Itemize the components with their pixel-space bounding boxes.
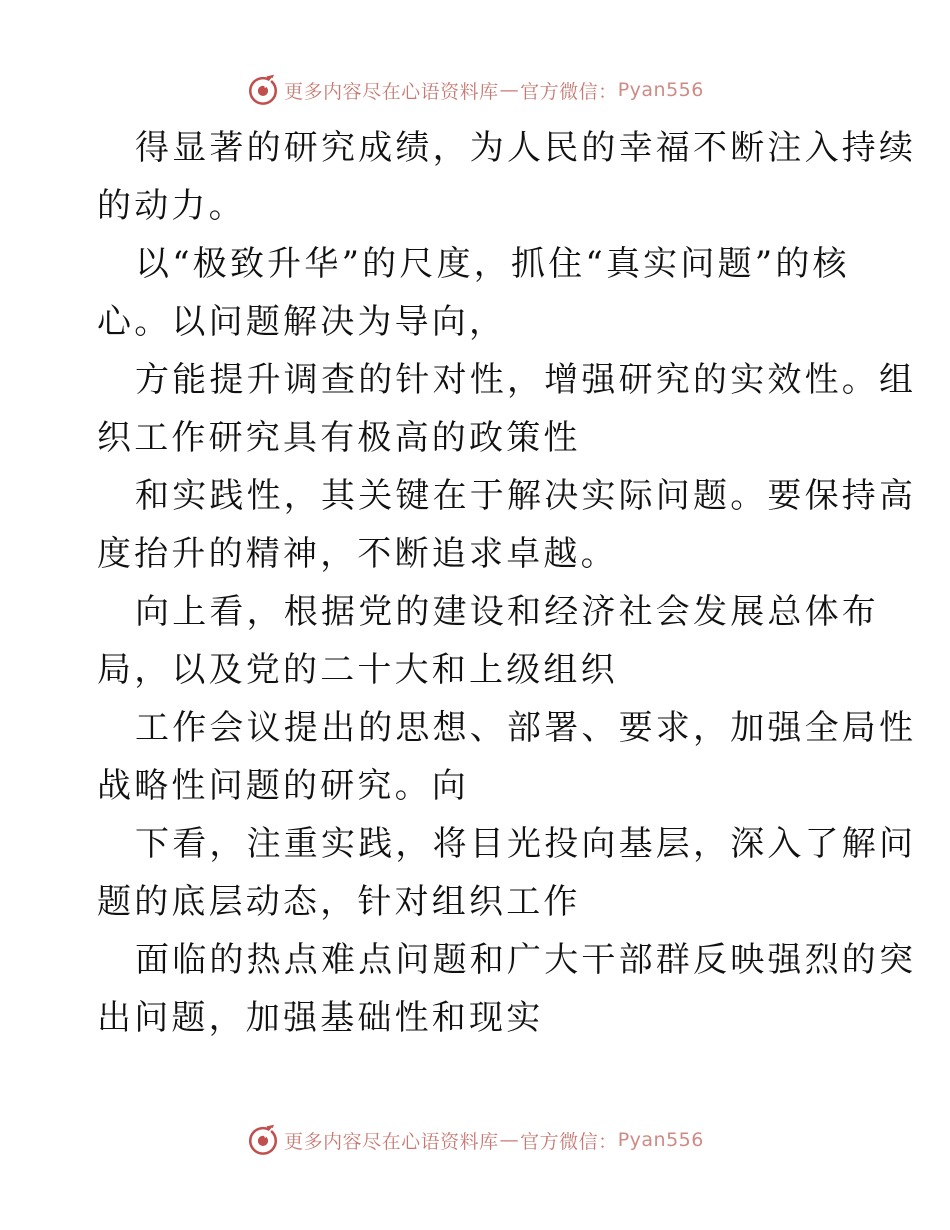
paragraph-2 (97, 235, 857, 351)
paragraph-line: 题的底层动态，针对组织工作 (97, 882, 581, 922)
watermark-id: Pyan556 (617, 79, 704, 101)
paragraph-line: 以“极致升华”的尺度，抓住“真实问题”的核 (135, 244, 850, 284)
paragraph-line: 度抬升的精神，不断追求卓越。 (97, 534, 618, 574)
paragraph-line: 局，以及党的二十大和上级组织 (97, 650, 618, 690)
quill-logo-icon (246, 1123, 280, 1157)
footer-watermark (0, 1120, 950, 1160)
paragraph-line: 下看，注重实践，将目光投向基层，深入了解问 (135, 824, 917, 864)
paragraph-line: 和实践性，其关键在于解决实际问题。要保持高 (135, 476, 917, 516)
watermark-label: 官方微信： (520, 80, 618, 103)
watermark-separator: — (499, 79, 520, 101)
paragraph-1 (97, 119, 917, 235)
watermark-text: 更多内容尽在心语资料库 (284, 1130, 499, 1153)
paragraph-line: 方能提升调查的针对性，增强研究的实效性。组 (135, 360, 917, 400)
watermark-label: 官方微信： (520, 1130, 618, 1153)
paragraph-line: 心。以问题解决为导向， (97, 302, 507, 342)
paragraph-line: 工作会议提出的思想、部署、要求，加强全局性 (135, 708, 917, 748)
paragraph-line: 向上看，根据党的建设和经济社会发展总体布 (135, 592, 879, 632)
watermark-separator: — (499, 1129, 520, 1151)
paragraph-line: 的动力。 (97, 186, 246, 226)
paragraph-line: 战略性问题的研究。向 (97, 766, 469, 806)
paragraph-7 (97, 815, 917, 931)
paragraph-8 (97, 931, 917, 1047)
quill-logo-icon (246, 73, 280, 107)
paragraph-line: 得显著的研究成绩，为人民的幸福不断注入持续 (135, 128, 917, 168)
document-body (97, 119, 917, 1047)
paragraph-line: 出问题，加强基础性和现实 (97, 998, 544, 1038)
paragraph-6 (97, 699, 917, 815)
paragraph-line: 织工作研究具有极高的政策性 (97, 418, 581, 458)
paragraph-line: 面临的热点难点问题和广大干部群反映强烈的突 (135, 940, 917, 980)
watermark-id: Pyan556 (617, 1129, 704, 1151)
paragraph-5 (97, 583, 879, 699)
watermark-text: 更多内容尽在心语资料库 (284, 80, 499, 103)
paragraph-3 (97, 351, 917, 467)
paragraph-4 (97, 467, 917, 583)
header-watermark (0, 70, 950, 110)
